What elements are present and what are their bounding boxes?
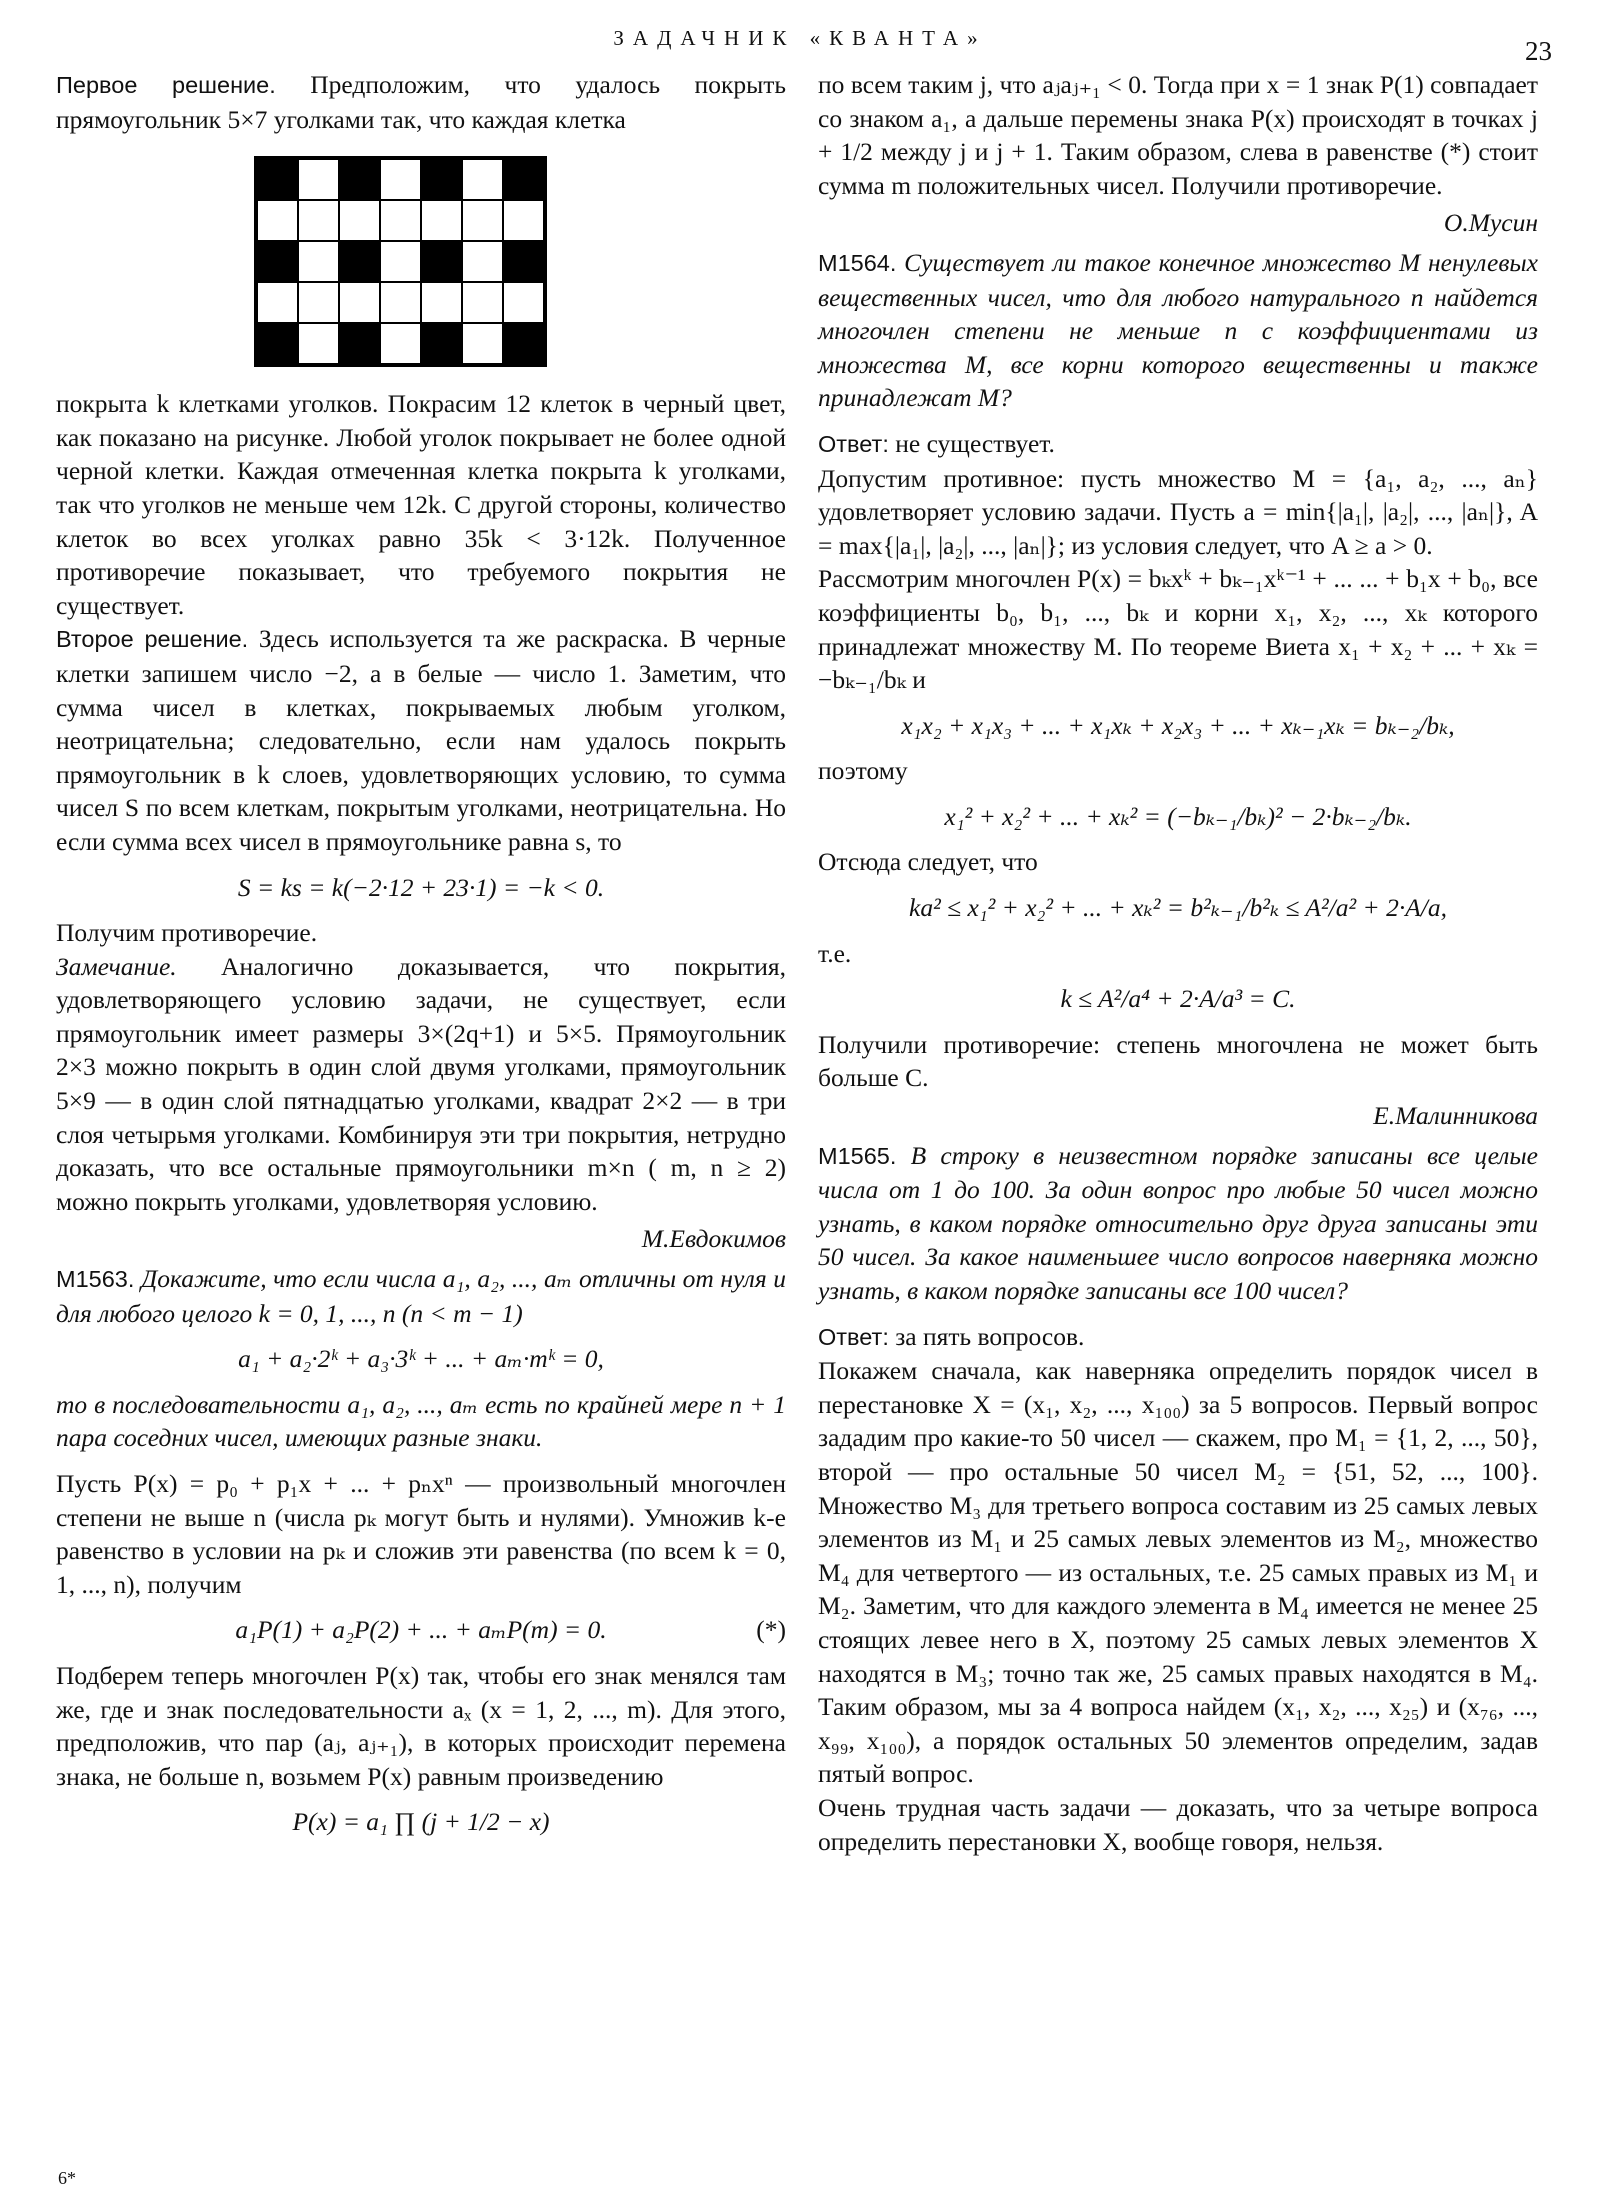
board-cell-white [298, 282, 339, 323]
board-cell-white [462, 200, 503, 241]
m1563-statement: Докажите, что если числа a₁, a₂, ..., aₘ отличны от нуля и для любого целого k = 0, 1, ..., n (n < m − 1) [56, 1264, 786, 1328]
m1564-conclusion: Получили противоречие: степень многочлена не может быть больше C. [818, 1029, 1538, 1093]
board-cell-white [257, 282, 298, 323]
author-signature: Е.Малинникова [1373, 1101, 1538, 1131]
first-solution-continuation: покрыта k клетками уголков. Покрасим 12 клеток в черный цвет, как показано на рисунке. Любой уголок покрывает не более одной черной клетки. Каждая отмеченная клетка покрыта k уголками, так что уголков не меньше чем 12k. С другой стороны, количество клеток во всех уголках равно 35k < 3·12k. Полученное противоречие показывает, что требуемого покрытия не существует. [56, 389, 786, 620]
m1565-answer-line [818, 1320, 1538, 1355]
m1565-heading: М1565. [818, 1142, 897, 1169]
page-number: 23 [1525, 36, 1552, 66]
right-column [818, 68, 1538, 1858]
board-cell-white [421, 200, 462, 241]
m1564-answer: не существует. [895, 428, 1055, 458]
board-cell-black [339, 323, 380, 364]
board-cell-white [380, 282, 421, 323]
m1563-statement-paragraph [56, 1262, 786, 1330]
m1564-heading: М1564. [818, 249, 897, 276]
board-cell-black [339, 241, 380, 282]
product-formula: P(x) = a₁ ∏ (j + 1/2 − x) [292, 1807, 550, 1837]
remark-heading: Замечание. [56, 951, 177, 981]
second-solution-heading: Второе решение. [56, 626, 249, 653]
running-title: ЗАДАЧНИК «КВАНТА» [613, 26, 987, 50]
m1564-solution-text: Допустим противное: пусть множество M = {a₁, a₂, ..., aₙ} удовлетворяет условию задачи. Пусть a = min{|a₁|, |a₂|, ..., |aₙ|}, A = max{|a₁|, |a₂|, ..., |aₙ|}; из условия следует, что A ≥ a > 0. [818, 463, 1538, 560]
board-cell-white [298, 323, 339, 364]
m1563-solution-paragraph: Пусть P(x) = p₀ + p₁x + ... + pₙxⁿ — произвольный многочлен степени не выше n (числа pₖ могут быть и нулями). Умножив k-е равенство в условии на pₖ и сложив эти равенства (по всем k = 0, 1, ..., n), получим [56, 1469, 786, 1599]
contradiction-line: Получим противоречие. [56, 918, 318, 948]
m1564-hence: Отсюда следует, что [818, 847, 1038, 877]
board-cell-white [462, 282, 503, 323]
author-signature: М.Евдокимов [641, 1224, 786, 1254]
board-cell-white [380, 159, 421, 200]
answer-label: Ответ: [818, 1323, 889, 1350]
board-cell-white [462, 159, 503, 200]
board-cell-white [339, 200, 380, 241]
star-equation: a₁P(1) + a₂P(2) + ... + aₘP(m) = 0. [235, 1615, 607, 1645]
remark-text: Аналогично доказывается, что покрытия, удовлетворяющего условию задачи, не существует, если прямоугольник имеет размеры 3×(2q+1) и 5×5. Прямоугольник 2×3 можно покрыть в один слой двумя уголками, прямоугольник 5×9 — в один слой пятнадцатью уголками, квадрат 2×2 — в три слоя четырьмя уголками. Комбинируя эти три покрытия, нетрудно доказать, что все остальные прямоугольники m×n ( m, n ≥ 2) можно покрыть уголками, удовлетворяя условию. [56, 951, 786, 1216]
board-cell-white [298, 159, 339, 200]
board-cell-white [339, 282, 380, 323]
board-cell-white [380, 241, 421, 282]
left-column [56, 68, 786, 1851]
board-cell-white [298, 241, 339, 282]
m1563-condition-formula: a₁ + a₂·2ᵏ + a₃·3ᵏ + ... + aₘ·mᵏ = 0, [238, 1344, 604, 1374]
board-cell-black [339, 159, 380, 200]
m1563-heading: М1563. [56, 1266, 135, 1293]
first-solution-paragraph [56, 68, 786, 136]
remark-paragraph [56, 950, 786, 1219]
m1564-statement: Существует ли такое конечное множество M ненулевых вещественных чисел, что для любого натурального n найдется многочлен степени не меньше n с коэффициентами из множества M, все корни которого вещественны и также принадлежат M? [818, 247, 1538, 413]
m1564-answer-line [818, 427, 1538, 462]
board-cell-white [298, 200, 339, 241]
m1564-statement-paragraph [818, 246, 1538, 415]
board-cell-black [503, 159, 544, 200]
sum-formula: S = ks = k(−2·12 + 23·1) = −k < 0. [237, 872, 605, 902]
second-solution-text: Здесь используется та же раскраска. В черные клетки запишем число −2, а в белые — число 1. Заметим, что сумма чисел в клетках, покрываемых любым уголком, неотрицательна; следовательно, если нам удалось покрыть прямоугольник в k слоев, удовлетворяющих условию, то сумма чисел S по всем клеткам, покрытым уголками, неотрицательна. Но если сумма всех чисел в прямоугольнике равна s, то [56, 624, 786, 856]
bound-formula: k ≤ A²/a⁴ + 2·A/a³ = C. [1060, 984, 1296, 1014]
board-cell-black [257, 159, 298, 200]
board-cell-white [257, 200, 298, 241]
m1563-star-formula [56, 1613, 786, 1647]
second-solution-paragraph [56, 622, 786, 858]
vieta-formula: x₁x₂ + x₁x₃ + ... + x₁xₖ + x₂x₃ + ... + xₖ₋₁xₖ = bₖ₋₂/bₖ, [901, 710, 1455, 740]
m1564-ie: т.е. [818, 938, 852, 968]
equation-tag: (*) [756, 1615, 786, 1645]
m1563-solution-paragraph-2: Подберем теперь многочлен P(x) так, чтобы его знак менялся там же, где и знак последовательности aₓ (x = 1, 2, ..., m). Для этого, предположив, что пар (aⱼ, aⱼ₊₁), в которых происходит перемена знака, не больше n, возьмем P(x) равным произведению [56, 1660, 786, 1791]
board-cell-black [503, 323, 544, 364]
inequality-formula: ka² ≤ x₁² + x₂² + ... + xₖ² = b²ₖ₋₁/b²ₖ ≤ A²/a² + 2·A/a, [909, 893, 1447, 923]
sum-of-squares-formula: x₁² + x₂² + ... + xₖ² = (−bₖ₋₁/bₖ)² − 2·bₖ₋₂/bₖ. [944, 801, 1412, 831]
first-solution-heading: Первое решение. [56, 72, 276, 98]
board-cell-black [421, 241, 462, 282]
board-cell-black [503, 241, 544, 282]
board-cell-white [380, 200, 421, 241]
board-cell-black [257, 241, 298, 282]
board-cell-white [462, 241, 503, 282]
board-cell-white [421, 282, 462, 323]
footer-mark: 6* [58, 2168, 76, 2188]
m1565-solution-text-2: Очень трудная часть задачи — доказать, что за четыре вопроса определить перестановки X, вообще говоря, нельзя. [818, 1792, 1538, 1856]
m1565-answer: за пять вопросов. [895, 1321, 1085, 1351]
checkerboard-figure [254, 156, 547, 367]
board-cell-black [421, 159, 462, 200]
m1563-solution-continuation: по всем таким j, что aⱼaⱼ₊₁ < 0. Тогда при x = 1 знак P(1) совпадает со знаком a₁, а дальше перемены знака P(x) происходят в точках j + 1/2 между j и j + 1. Таким образом, слева в равенстве (*) стоит сумма m положительных чисел. Получили противоречие. [818, 70, 1538, 200]
author-signature: О.Мусин [1443, 208, 1538, 238]
m1565-statement: В строку в неизвестном порядке записаны все целые числа от 1 до 100. За один вопрос про любые 50 чисел можно узнать, в каком порядке относительно друг друга записаны эти 50 чисел. За какое наименьшее число вопросов наверняка можно узнать, в каком порядке записаны все 100 чисел? [818, 1140, 1538, 1305]
m1565-solution-text: Покажем сначала, как наверняка определить порядок чисел в перестановке X = (x₁, x₂, ..., x₁₀₀) за 5 вопросов. Первый вопрос зададим про какие-то 50 чисел — скажем, про M₁ = {1, 2, ..., 50}, второй — про остальные 50 чисел M₂ = {51, 52, ..., 100}. Множество M₃ для третьего вопроса составим из 25 самых левых элементов из M₁ и 25 самых левых элементов из M₂, множество M₄ для четвертого — из остальных, т.е. 25 самых правых из M₁ и M₂. Заметим, что для каждого элемента в M₄ имеется не менее 25 стоящих левее него в X, поэтому 25 самых левых элементов X находятся в M₃; точно так же, 25 самых правых находятся в M₄. Таким образом, мы за 4 вопроса найдем (x₁, x₂, ..., x₂₅) и (x₇₆, ..., x₉₉, x₁₀₀), а порядок остальных 50 элементов определим, задав пятый вопрос. [818, 1356, 1538, 1789]
board-cell-white [380, 323, 421, 364]
board-cell-white [503, 200, 544, 241]
board-cell-white [462, 323, 503, 364]
m1565-statement-paragraph [818, 1139, 1538, 1308]
m1563-statement-end: то в последовательности a₁, a₂, ..., aₘ есть по крайней мере n + 1 пара соседних чисел, имеющих разные знаки. [56, 1389, 786, 1453]
board-cell-white [503, 282, 544, 323]
board-cell-black [257, 323, 298, 364]
m1564-solution-text-2: Рассмотрим многочлен P(x) = bₖxᵏ + bₖ₋₁xᵏ⁻¹ + ... ... + b₁x + b₀, все коэффициенты b₀, b₁, ..., bₖ и корни x₁, x₂, ..., xₖ которого принадлежат множеству M. По теореме Виета x₁ + x₂ + ... + xₖ = −bₖ₋₁/bₖ и [818, 564, 1538, 695]
answer-label: Ответ: [818, 430, 889, 457]
m1564-therefore: поэтому [818, 756, 908, 786]
first-solution-text: Предположим, что удалось покрыть прямоугольник 5×7 уголками так, что каждая клетка [56, 70, 786, 134]
board-cell-black [421, 323, 462, 364]
